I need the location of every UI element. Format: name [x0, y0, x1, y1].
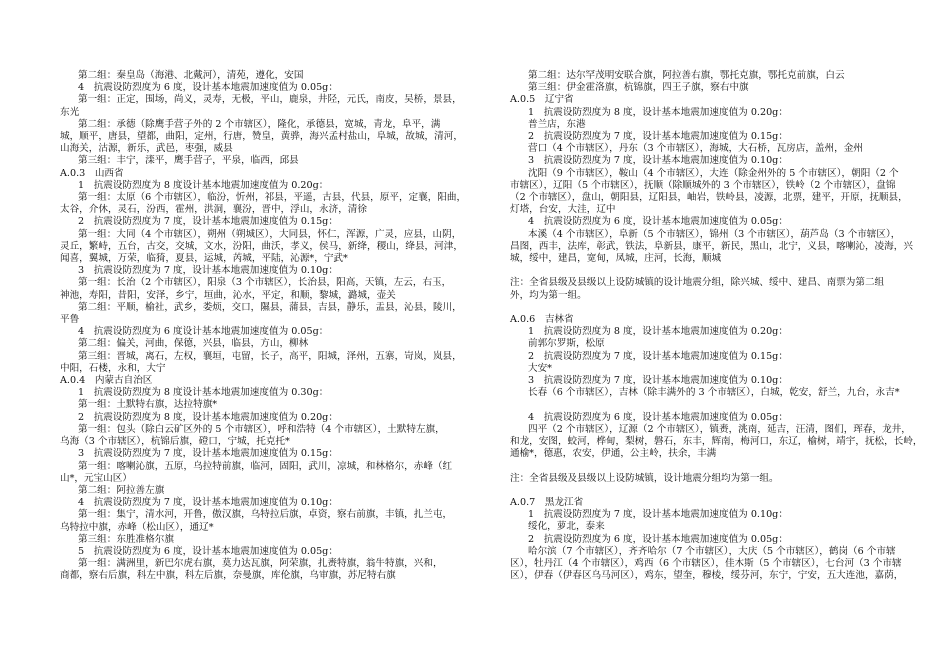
text-line: 注：全省县级及县级以上设防城镇，设计地震分组均为第一组。 [510, 472, 779, 484]
text-line: 4 抗震设防烈度为 6 度，设计基本地震加速度值为 0.05g： [528, 411, 788, 423]
text-line: 昌图，西丰，法库，彰武，铁法，阜新县，康平，新民，黑山，北宁，义县，喀喇沁，凌海，兴 [510, 240, 913, 252]
text-line: 3 抗震设防烈度为 7 度，设计基本地震加速度值为 0.10g： [78, 265, 338, 277]
text-line: 2 抗震设防烈度为 8 度，设计基本地震加速度值为 0.20g： [78, 411, 338, 423]
text-line: 第一组：正定，围场，尚义，灵寿，无极，平山，鹿泉，井陉，元氏，南皮，吴桥，景县， [78, 94, 462, 106]
text-line: 太谷，介休，灵石，汾西，霍州，洪洞，襄汾，晋中，浮山，永济，清徐 [60, 204, 367, 216]
text-line: 神池，寿阳，昔阳，安泽，乡宁，垣曲，沁水，平定，和顺，黎城，潞城，壶关 [60, 289, 396, 301]
text-line: 本溪（4 个市辖区），阜新（5 个市辖区），锦州（3 个市辖区），葫芦岛（3 个市辖区）， [528, 228, 901, 240]
text-line: 山*，元宝山区） [60, 472, 132, 484]
text-line: 第三组：伊金霍洛旗，杭锦旗，四王子旗，察右中旗 [528, 82, 749, 94]
text-line: 通榆*，德惠，农安，伊通，公主岭，扶余，丰满 [510, 448, 717, 460]
text-line: 第三组：晋城，离石，左权，襄垣，屯留，长子，高平，阳城，泽州，五寨，岢岚，岚县， [78, 350, 462, 362]
text-line: 1 抗震设防烈度为 8 度设计基本地震加速度值为 0.20g： [78, 179, 329, 191]
text-line: 3 抗震设防烈度为 7 度，设计基本地震加速度值为 0.10g： [528, 375, 788, 387]
text-line: 中阳，石楼，永和，大宁 [60, 362, 166, 374]
left-column [60, 70, 467, 583]
text-line: 5 抗震设防烈度为 6 度，设计基本地震加速度值为 0.05g： [78, 545, 338, 557]
text-line: 4 抗震设防烈度为 6 度设计基本地震加速度值为 0.05g： [78, 326, 329, 338]
text-line [510, 265, 910, 277]
text-line: 四平（2 个市辖区），辽源（2 个市辖区），镇赉，洮南，延吉，汪清，图们，珲春，龙井， [528, 423, 911, 435]
text-line: A.0.6 吉林省 [510, 314, 574, 326]
text-line: 大安* [528, 362, 552, 374]
text-line: 1 抗震设防烈度为 8 度设计基本地震加速度值为 0.30g： [78, 387, 329, 399]
text-line: A.0.5 辽宁省 [510, 94, 574, 106]
text-line: 沈阳（9 个市辖区），鞍山（4 个市辖区），大连（除金州外的 5 个市辖区），朝阳（2 个 [528, 167, 899, 179]
text-line: 2 抗震设防烈度为 7 度，设计基本地震加速度值为 0.15g： [528, 131, 788, 143]
text-line: 东光 [60, 106, 80, 118]
text-line: 山海关，沽源，新乐，武邑，枣强，威县 [60, 143, 233, 155]
text-line: 第二组：阿拉善左旗 [78, 484, 165, 496]
text-line: 第一组：满洲里，新巴尔虎右旗，莫力达瓦旗，阿荣旗，扎赉特旗，翁牛特旗，兴和， [78, 558, 443, 570]
text-line: 第一组：喀喇沁旗，五原，乌拉特前旗，临河，固阳，武川，凉城，和林格尔，赤峰（红 [78, 460, 453, 472]
text-line: 第一组：太原（6 个市辖区），临汾，忻州，祁县，平遥，古县，代县，原平，定襄，阳曲， [78, 192, 467, 204]
text-line: 区），牡丹江（4 个市辖区），鸡西（6 个市辖区），佳木斯（5 个市辖区），七台河（3 个市辖 [510, 558, 902, 570]
text-line: 第一组：大同（4 个市辖区），朔州（朔城区），大同县，怀仁，浑源，广灵，应县，山阴， [78, 228, 462, 240]
text-line: 第二组：秦皇岛（海港、北戴河），清苑，遵化，安国 [78, 70, 304, 81]
text-line: 灯塔，台安，大洼，辽中 [510, 204, 616, 216]
text-line: 灵丘，繁峙，五台，古交，交城，文水，汾阳，曲沃，孝义，侯马，新绛，稷山，绛县，河津， [60, 240, 463, 252]
text-line: 第二组：平顺，榆社，武乡，娄烦，交口，隰县，蒲县，吉县，静乐，盂县，沁县，陵川， [78, 301, 462, 313]
text-line: 1 抗震设防烈度为 7 度，设计基本地震加速度值为 0.10g： [528, 509, 788, 521]
text-line [510, 302, 910, 314]
text-line: 城，顺平，唐县，望都，曲阳，定州，行唐，赞皇，黄骅，海兴孟村盐山，阜城，故城，清河， [60, 131, 463, 143]
text-line: 外，均为第一组。 [510, 289, 587, 301]
text-line: 第三组：东胜准格尔旗 [78, 533, 174, 545]
text-line: 市辖区），辽阳（5 个市辖区），抚顺（除顺城外的 3 个市辖区），铁岭（2 个市辖区），盘锦 [510, 179, 896, 191]
text-line: 长春（6 个市辖区），吉林（除丰满外的 3 个市辖区），白城，乾安，舒兰，九台，永吉* [528, 387, 900, 399]
text-line: 乌海（3 个市辖区），杭锦后旗，磴口，宁城，托克托* [60, 436, 290, 448]
text-line: 第三组：丰宁，滦平，鹰手营子，平泉，临西，邱县 [78, 155, 299, 167]
text-line: A.0.7 黑龙江省 [510, 497, 584, 509]
text-line: 2 抗震设防烈度为 7 度，设计基本地震加速度值为 0.15g： [78, 216, 338, 228]
text-line: A.0.4 内蒙古自治区 [60, 375, 153, 387]
text-line: 4 抗震设防烈度为 6 度，设计基本地震加速度值为 0.05g： [78, 82, 338, 94]
text-line: 和龙，安图，蛟河，桦甸，梨树，磐石，东丰，辉南，梅河口，东辽，榆树，靖宇，抚松，长岭， [510, 436, 923, 448]
text-line: 城，绥中，建昌，宽甸，凤城，庄河，长海，顺城 [510, 253, 722, 265]
text-line: 营口（4 个市辖区），丹东（3 个市辖区），海城，大石桥，瓦房店，盖州，金州 [528, 143, 863, 155]
text-line: 第二组：承德（除鹰手营子外的 2 个市辖区），隆化，承德县，宽城，青龙，阜平，满 [78, 118, 441, 130]
text-line: 前郭尔罗斯，松原 [528, 338, 605, 350]
text-line: 第一组：集宁，清水河，开鲁，傲汉旗，乌特拉后旗，卓资，察右前旗，丰镇，扎兰屯， [78, 509, 453, 521]
text-line: 注：全省县级及县级以上设防城镇的设计地震分组，除兴城、绥中、建昌、南票为第二组 [510, 277, 885, 289]
text-line: 普兰店，东港 [528, 118, 586, 130]
text-line: 2 抗震设防烈度为 6 度，设计基本地震加速度值为 0.05g： [528, 533, 788, 545]
right-column [510, 70, 923, 582]
text-line: 第一组：长治（2 个市辖区），阳泉（3 个市辖区），长治县，阳高，天镇，左云，右玉， [78, 277, 452, 289]
text-line: A.0.3 山西省 [60, 167, 124, 179]
text-line: 1 抗震设防烈度为 8 度，设计基本地震加速度值为 0.20g： [528, 326, 788, 338]
text-line: 闻喜，翼城，万荣，临猗，夏县，运城，芮城，平陆，沁源*，宁武* [60, 253, 348, 265]
text-line: 4 抗震设防烈度为 7 度，设计基本地震加速度值为 0.10g： [78, 497, 338, 509]
text-line: 区），伊春（伊春区乌马河区），鸡东，望奎，穆棱，绥芬河，东宁，宁安，五大连池，嘉荫， [510, 570, 904, 582]
text-line: 1 抗震设防烈度为 8 度，设计基本地震加速度值为 0.20g： [528, 106, 788, 118]
text-line: 3 抗震设防烈度为 7 度，设计基本地震加速度值为 0.10g： [528, 155, 788, 167]
text-line: 绥化，萝北，泰来 [528, 521, 605, 533]
text-line: 哈尔滨（7 个市辖区），齐齐哈尔（7 个市辖区），大庆（5 个市辖区），鹤岗（6 个市辖 [528, 545, 896, 557]
text-line: 第二组：达尔罕茂明安联合旗，阿拉善右旗，鄂托克旗，鄂托克前旗，白云 [528, 70, 845, 81]
text-line: （2 个市辖区），盘山，朝阳县，辽阳县，岫岩，铁岭县，凌源，北票，建平，开原，抚顺县， [510, 192, 908, 204]
text-line: 第二组：偏关，河曲，保德，兴县，临县，方山，柳林 [78, 338, 309, 350]
text-line [510, 399, 910, 411]
text-line: 3 抗震设防烈度为 7 度，设计基本地震加速度值为 0.15g： [78, 448, 338, 460]
text-line: 第一组：包头（除白云矿区外的 5 个市辖区），呼和浩特（4 个市辖区），土默特左旗， [78, 423, 445, 435]
text-line: 2 抗震设防烈度为 7 度，设计基本地震加速度值为 0.15g： [528, 350, 788, 362]
text-line: 商都，察右后旗，科左中旗，科左后旗，奈曼旗，库伦旗，乌审旗，苏尼特右旗 [60, 570, 396, 582]
text-line [510, 460, 910, 472]
text-line: 4 抗震设防烈度为 6 度，设计基本地震加速度值为 0.05g： [528, 216, 788, 228]
text-line [510, 485, 910, 497]
text-line: 平鲁 [60, 314, 80, 326]
text-line: 第一组：土默特右旗，达拉特旗* [78, 399, 218, 411]
text-line: 乌特拉中旗，赤峰（松山区），通辽* [60, 521, 214, 533]
